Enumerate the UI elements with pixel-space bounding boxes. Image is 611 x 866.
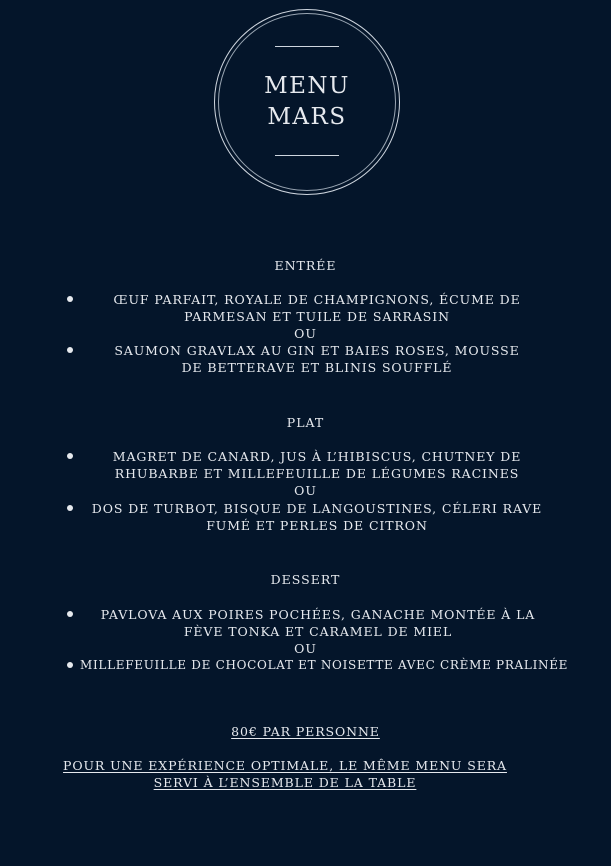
bullet-icon: [67, 505, 73, 511]
bullet-icon: [67, 611, 73, 617]
menu-item: MAGRET DE CANARD, JUS À L’HIBISCUS, CHUTNEY DE RHUBARBE ET MILLEFEUILLE DE LÉGUMES RACINES: [112, 449, 522, 481]
section-heading-plat: PLAT: [286, 415, 325, 430]
emblem-bottom-rule: [275, 155, 339, 156]
separator-ou: OU: [294, 326, 317, 341]
bullet-icon: [67, 296, 73, 302]
menu-title-line1: MENU: [264, 73, 350, 99]
menu-item: DOS DE TURBOT, BISQUE DE LANGOUSTINES, CÉLERI RAVE FUMÉ ET PERLES DE CITRON: [91, 501, 543, 533]
table-service-note: POUR UNE EXPÉRIENCE OPTIMALE, LE MÊME MENU SERA SERVI À L’ENSEMBLE DE LA TABLE: [63, 758, 507, 790]
menu-item: SAUMON GRAVLAX AU GIN ET BAIES ROSES, MOUSSE DE BETTERAVE ET BLINIS SOUFFLÉ: [114, 343, 520, 375]
bullet-icon: [67, 347, 73, 353]
menu-emblem: [214, 9, 400, 195]
emblem-top-rule: [275, 46, 339, 47]
menu-title-line2: MARS: [267, 104, 347, 130]
section-heading-entree: ENTRÉE: [274, 258, 337, 273]
bullet-icon: [67, 453, 73, 459]
menu-item: MILLEFEUILLE DE CHOCOLAT ET NOISETTE AVEC CRÈME PRALINÉE: [80, 658, 569, 672]
menu-item: PAVLOVA AUX POIRES POCHÉES, GANACHE MONTÉE À LA FÈVE TONKA ET CARAMEL DE MIEL: [100, 607, 536, 639]
separator-ou: OU: [294, 641, 317, 656]
separator-ou: OU: [294, 483, 317, 498]
menu-item: ŒUF PARFAIT, ROYALE DE CHAMPIGNONS, ÉCUME DE PARMESAN ET TUILE DE SARRASIN: [113, 292, 521, 324]
price-note: 80€ PAR PERSONNE: [231, 724, 380, 739]
section-heading-dessert: DESSERT: [270, 572, 341, 587]
menu-title: [215, 71, 399, 133]
bullet-icon: [67, 662, 73, 668]
